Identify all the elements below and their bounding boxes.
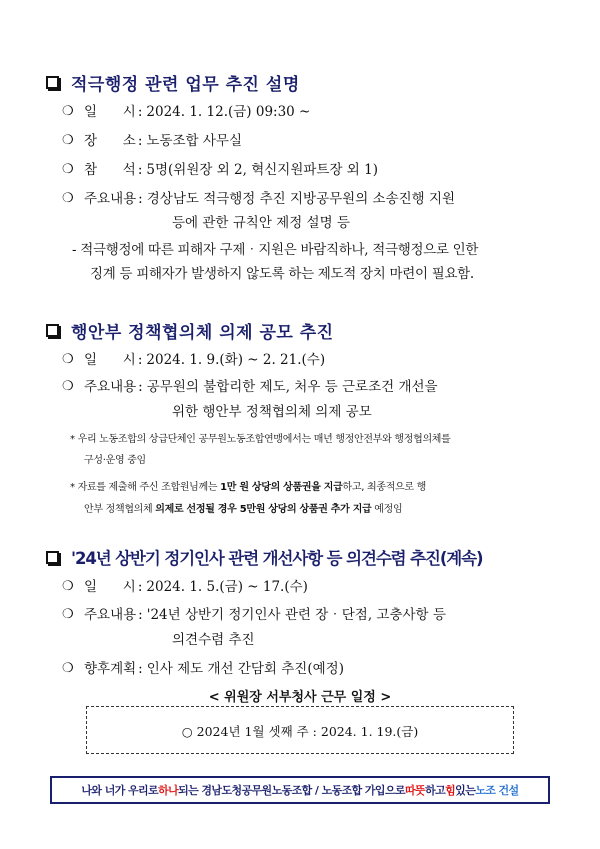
circle-bullet-icon: ❍ (62, 352, 74, 367)
item-label: 향후계획 (84, 661, 137, 677)
colon: : (137, 579, 143, 595)
section-2-title: 행안부 정책협의체 의제 공모 추진 (71, 323, 334, 343)
checkbox-square-icon (46, 324, 59, 337)
s2-item-datetime (62, 350, 325, 370)
s2-note-1-line-1: * 우리 노동조합의 상급단체인 공무원노동조합연맹에서는 매년 행정안전부와 행정협의체를 (70, 434, 451, 445)
item-value: 2024. 1. 5.(금) ~ 17.(수) (146, 579, 308, 595)
s2-note-2-line-1 (70, 480, 426, 495)
item-label: 일 시 (84, 579, 136, 595)
note-text: 안부 정책협의체 (84, 504, 156, 515)
colon: : (137, 133, 143, 149)
colon: : (137, 162, 143, 178)
colon: : (138, 191, 143, 207)
s1-item-datetime (62, 102, 310, 122)
colon: : (138, 607, 143, 623)
item-value: 공무원의 불합리한 제도, 처우 등 근로조건 개선을 (146, 379, 438, 395)
s3-item-content (62, 605, 446, 625)
section-1-heading (46, 70, 300, 95)
banner-text: 있는 (455, 784, 476, 797)
note-text: 하고, 최종적으로 행 (342, 482, 427, 493)
section-3-heading (46, 545, 482, 569)
banner-text-red: 힘 (445, 784, 456, 797)
s1-dash-line-2: 징계 등 피해자가 발생하지 않도록 하는 제도적 장치 마련이 필요함. (90, 266, 474, 282)
s2-item-content-cont: 위한 행안부 정책협의체 의제 공모 (172, 404, 372, 420)
schedule-title: < 위원장 서부청사 근무 일정 > (208, 690, 392, 705)
item-label: 주요내용 (84, 379, 137, 395)
circle-bullet-icon: ❍ (62, 162, 74, 177)
section-1-title: 적극행정 관련 업무 추진 설명 (71, 75, 300, 95)
banner-text-blue: 노조 건설 (475, 784, 519, 797)
slogan-banner (50, 776, 550, 804)
colon: : (137, 352, 143, 368)
circle-bullet-icon: ❍ (62, 661, 74, 676)
item-label: 일 시 (84, 352, 136, 368)
note-bold: 1만 원 상당의 상품권을 지급 (220, 482, 343, 493)
colon: : (138, 661, 143, 677)
s3-item-datetime (62, 577, 308, 597)
banner-text: 하고 (425, 784, 446, 797)
item-label: 참 석 (84, 162, 136, 178)
checkbox-square-icon (46, 76, 59, 89)
checkbox-square-icon (46, 551, 59, 564)
banner-text-red: 따뜻 (405, 784, 426, 797)
item-value: 노동조합 사무실 (146, 133, 242, 149)
banner-text: 되는 경남도청공무원노동조합 / 노동조합 가입으로 (178, 784, 406, 797)
item-label: 장 소 (84, 133, 136, 149)
item-label: 일 시 (84, 104, 136, 120)
banner-text-red: 하나 (158, 784, 179, 797)
s2-note-1-line-2: 구성‧운영 중임 (84, 455, 146, 466)
item-value: 인사 제도 개선 간담회 추진(예정) (146, 661, 344, 677)
section-3-title: '24년 상반기 정기인사 관련 개선사항 등 의견수렴 추진(계속) (71, 549, 483, 568)
circle-bullet-icon: ❍ (62, 579, 74, 594)
note-text: 예정임 (371, 504, 403, 515)
colon: : (138, 379, 143, 395)
colon: : (137, 104, 143, 120)
s1-dash-line-1: - 적극행정에 따른 피해자 구제‧지원은 바람직하나, 적극행정으로 인한 (72, 242, 479, 258)
s1-item-content-cont: 등에 관한 규칙안 제정 설명 등 (172, 215, 350, 231)
item-value: 5명(위원장 외 2, 혁신지원파트장 외 1) (146, 162, 378, 178)
section-2-heading (46, 318, 334, 343)
s3-item-content-cont: 의견수렴 추진 (172, 632, 255, 648)
circle-bullet-icon: ❍ (62, 191, 74, 206)
note-bold: 의제로 선정될 경우 5만원 상당의 상품권 추가 지급 (155, 504, 372, 515)
circle-bullet-icon: ❍ (62, 133, 74, 148)
s1-item-attendees (62, 160, 378, 180)
s1-item-content (62, 189, 455, 209)
s1-item-place (62, 131, 242, 151)
schedule-line: ○ 2024년 1월 셋째 주 : 2024. 1. 19.(금) (181, 724, 419, 739)
banner-text: 나와 너가 우리로 (81, 784, 159, 797)
item-value: '24년 상반기 정기인사 관련 장‧단점, 고충사항 등 (146, 607, 446, 623)
circle-bullet-icon: ❍ (62, 104, 74, 119)
s3-item-plan (62, 659, 344, 679)
item-label: 주요내용 (84, 607, 137, 623)
note-text: * 자료를 제출해 주신 조합원님께는 (70, 482, 221, 493)
s2-note-2-line-2 (84, 502, 402, 517)
circle-bullet-icon: ❍ (62, 607, 74, 622)
circle-bullet-icon: ❍ (62, 379, 74, 394)
item-value: 2024. 1. 12.(금) 09:30 ~ (146, 104, 311, 120)
item-value: 2024. 1. 9.(화) ~ 2. 21.(수) (146, 352, 326, 368)
item-value: 경상남도 적극행정 추진 지방공무원의 소송진행 지원 (146, 191, 456, 207)
s2-item-content (62, 377, 438, 397)
item-label: 주요내용 (84, 191, 137, 207)
